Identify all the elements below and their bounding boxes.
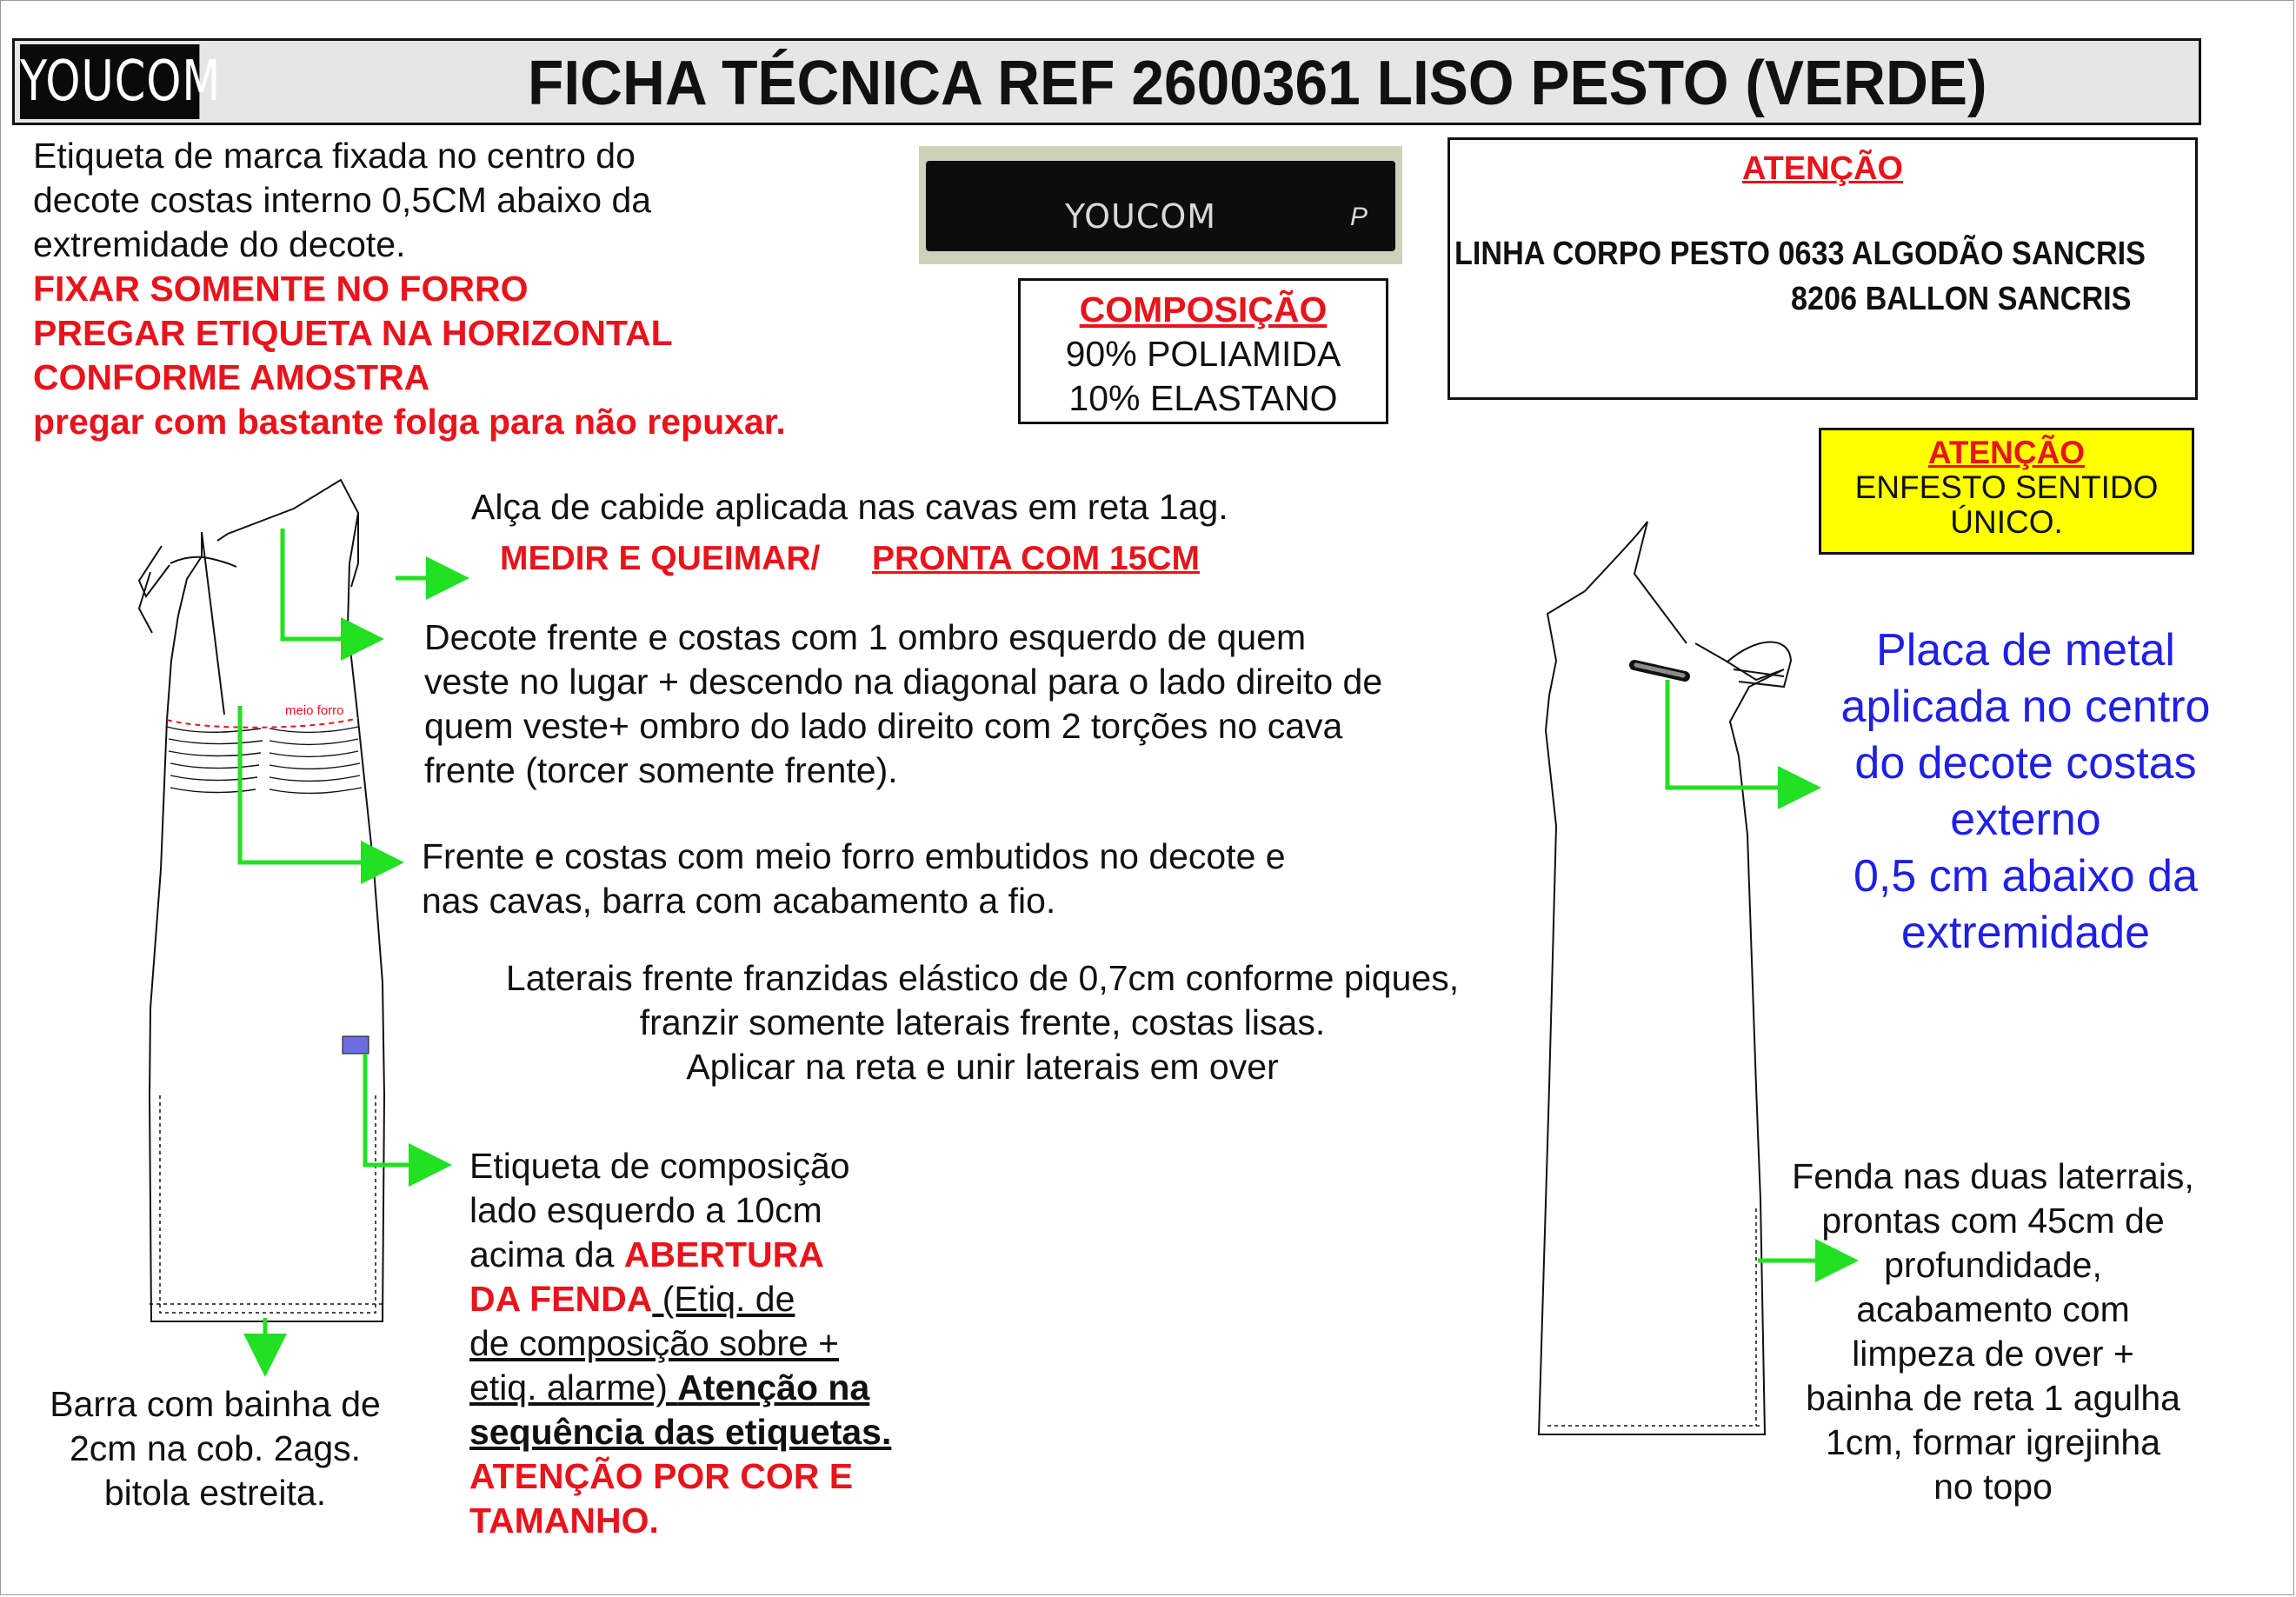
note-metal-plate-3: do decote costas [1854, 738, 2197, 789]
brand-logo: YOUCOM [20, 44, 199, 119]
composition-line-2: 10% ELASTANO [1068, 378, 1338, 418]
note-comp-label-3 [469, 1233, 824, 1277]
note-slit-7: 1cm, formar igrejinha [1825, 1422, 2161, 1462]
note-metal-plate-4: externo [1950, 795, 2101, 845]
note-hanger-red-a: MEDIR E QUEIMAR/ [500, 540, 821, 577]
comp-label-3b: ABERTURA [623, 1234, 824, 1274]
note-comp-label-8: ATENÇÃO POR COR E [469, 1456, 854, 1496]
note-slit-8: no topo [1933, 1467, 2053, 1507]
comp-label-7a: sequência das etiquetas [469, 1412, 882, 1452]
note-metal-plate-5: 0,5 cm abaixo da [1853, 851, 2199, 902]
attention-thread-title: ATENÇÃO [1741, 150, 1904, 187]
note-slit-2: prontas com 45cm de [1821, 1201, 2165, 1241]
brand-label-red-3: CONFORME AMOSTRA [33, 357, 430, 397]
note-hanger-red-b: PRONTA COM 15CM [872, 540, 1201, 577]
composition-title: COMPOSIÇÃO [1079, 289, 1328, 329]
note-hanger: Alça de cabide aplicada nas cavas em reta 1ag. [471, 487, 1228, 527]
note-comp-label-7 [469, 1410, 891, 1454]
attention-thread-line-1: LINHA CORPO PESTO 0633 ALGODÃO SANCRIS [1454, 236, 2146, 272]
note-comp-label-5: de composição sobre + [469, 1323, 840, 1363]
note-hem-3: bitola estreita. [103, 1473, 327, 1513]
brand-label-red-4: pregar com bastante folga para não repuxar. [33, 402, 786, 442]
arrow-lining [240, 706, 396, 862]
note-neckline-2: veste no lugar + descendo na diagonal para o lado direito de [424, 662, 1383, 702]
comp-label-3a: acima da [469, 1234, 624, 1274]
arrow-composition-label [365, 1054, 443, 1165]
note-sides-2: franzir somente laterais frente, costas lisas. [639, 1002, 1326, 1042]
note-slit-6: bainha de reta 1 agulha [1806, 1378, 2180, 1418]
note-comp-label-2: lado esquerdo a 10cm [469, 1190, 822, 1230]
note-slit-1: Fenda nas duas laterrais, [1792, 1156, 2194, 1196]
brand-label-line-2: decote costas interno 0,5CM abaixo da [33, 180, 652, 220]
brand-label-line-1: Etiqueta de marca fixada no centro do [33, 136, 636, 176]
arrow-neckline [283, 529, 376, 639]
note-slit-5: limpeza de over + [1852, 1334, 2134, 1374]
comp-label-9b: . [649, 1501, 659, 1540]
note-comp-label-4 [469, 1277, 795, 1321]
half-lining-tag: meio forro [285, 703, 344, 718]
attention-thread-line-2: 8206 BALLON SANCRIS [1791, 281, 2132, 317]
note-slit-4: acabamento com [1856, 1289, 2130, 1329]
label-brand-text: YOUCOM [1065, 197, 1217, 236]
note-comp-label-6 [469, 1366, 869, 1410]
comp-label-4b: (Etiq. de [652, 1279, 795, 1319]
attention-spread-line-1: ENFESTO SENTIDO [1854, 469, 2159, 505]
note-metal-plate-2: aplicada no centro [1840, 682, 2211, 732]
note-neckline-4: frente (torcer somente frente). [424, 750, 898, 790]
label-size-text: P [1350, 203, 1368, 231]
note-metal-plate-6: extremidade [1900, 908, 2151, 958]
note-comp-label-9 [469, 1499, 659, 1543]
comp-label-6b: Atenção na [677, 1367, 870, 1407]
note-metal-plate-1: Placa de metal [1876, 625, 2175, 675]
comp-label-9a: TAMANHO [469, 1501, 649, 1540]
brand-label-red-1: FIXAR SOMENTE NO FORRO [33, 269, 529, 309]
comp-label-6a: etiq. alarme) [469, 1367, 678, 1407]
brand-label-line-3: extremidade do decote. [33, 224, 406, 264]
composition-label-marker [343, 1036, 369, 1054]
note-comp-label-1: Etiqueta de composição [469, 1146, 850, 1186]
attention-spread-title: ATENÇÃO [1927, 435, 2086, 470]
note-neckline-1: Decote frente e costas com 1 ombro esquerdo de quem [424, 617, 1307, 657]
note-sides-3: Aplicar na reta e unir laterais em over [686, 1047, 1279, 1087]
note-lining-2: nas cavas, barra com acabamento a fio. [422, 881, 1056, 921]
note-hem-2: 2cm na cob. 2ags. [69, 1428, 362, 1468]
comp-label-4a: DA FENDA [469, 1279, 653, 1319]
note-hem-1: Barra com bainha de [50, 1384, 381, 1424]
front-dress-drawing [139, 480, 384, 1321]
comp-label-7b: . [881, 1412, 892, 1452]
brand-label-red-2: PREGAR ETIQUETA NA HORIZONTAL [33, 313, 673, 353]
note-sides-1: Laterais frente franzidas elástico de 0,7cm conforme piques, [505, 958, 1460, 998]
composition-line-1: 90% POLIAMIDA [1065, 334, 1341, 374]
note-neckline-3: quem veste+ ombro do lado direito com 2 torções no cava [424, 706, 1343, 746]
back-dress-drawing [1539, 522, 1791, 1434]
note-lining-1: Frente e costas com meio forro embutidos no decote e [422, 836, 1286, 876]
page-title: FICHA TÉCNICA REF 2600361 LISO PESTO (VERDE) [528, 49, 1987, 118]
attention-spread-line-2: ÚNICO. [1950, 504, 2063, 540]
note-slit-3: profundidade, [1884, 1245, 2102, 1285]
